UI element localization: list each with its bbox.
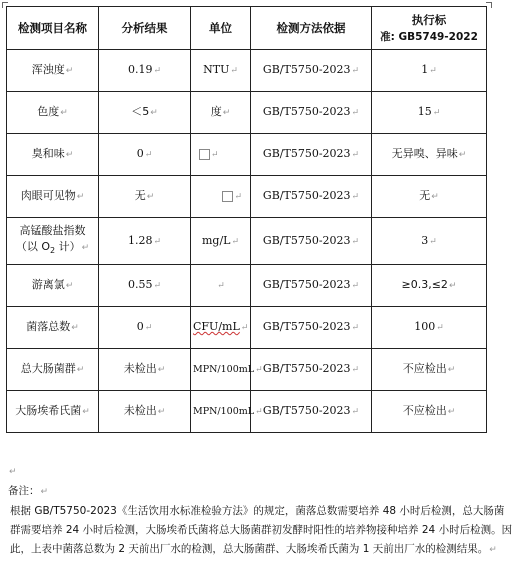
cell-unit: MPN/100mL↵ [191, 391, 251, 433]
cell-method: GB/T5750-2023↵ [251, 50, 372, 92]
cell-method: GB/T5750-2023↵ [251, 218, 372, 265]
cell-item: 浑浊度↵ [7, 50, 99, 92]
table-header-row [7, 7, 487, 50]
cell-unit: ↵ [191, 176, 251, 218]
cell-item: 高锰酸盐指数 （以 $O_2$ 计）↵ [7, 218, 99, 265]
cell-limit: 不应检出↵ [372, 391, 487, 433]
table-row [7, 176, 487, 218]
cell-limit: ≥0.3,≤2↵ [372, 265, 487, 307]
table-row [7, 391, 487, 433]
water-quality-table [6, 6, 487, 433]
cell-unit: NTU↵ [191, 50, 251, 92]
cell-result: 未检出↵ [99, 349, 191, 391]
cell-unit: mg/L↵ [191, 218, 251, 265]
cell-result: ＜5↵ [99, 92, 191, 134]
placeholder-box-icon [222, 191, 233, 202]
table-row [7, 218, 487, 265]
cell-limit: 不应检出↵ [372, 349, 487, 391]
cell-method: GB/T5750-2023↵ [251, 349, 372, 391]
header-result: 分析结果 [99, 7, 191, 50]
notes-body: 根据 GB/T5750-2023《生活饮用水标准检验方法》的规定，菌落总数需要培养 48 小时后检测，总大肠菌群需要培养 24 小时后检测，大肠埃希氏菌将总大肠菌群初发酵时阳性的培养物接种培养 24 小时后检测。因此，上表中菌落总数为 2 天前出厂水的检测，总大肠菌群、大肠埃希氏菌为 1 天前出厂水的检测结果。↵ [10, 505, 513, 555]
header-method: 检测方法依据 [251, 7, 372, 50]
cell-result: 无↵ [99, 176, 191, 218]
cell-result: 0↵ [99, 307, 191, 349]
cell-method: GB/T5750-2023↵ [251, 265, 372, 307]
cell-item: 色度↵ [7, 92, 99, 134]
cell-method: GB/T5750-2023↵ [251, 176, 372, 218]
cell-limit: 3↵ [372, 218, 487, 265]
cell-item: 肉眼可见物↵ [7, 176, 99, 218]
cell-result: 0.19↵ [99, 50, 191, 92]
table-row [7, 134, 487, 176]
cell-method: GB/T5750-2023↵ [251, 92, 372, 134]
cell-unit: ↵ [191, 134, 251, 176]
table-row [7, 92, 487, 134]
table-row [7, 50, 487, 92]
cell-result: 1.28↵ [99, 218, 191, 265]
cell-limit: 无异嗅、异味↵ [372, 134, 487, 176]
cell-unit: ↵ [191, 265, 251, 307]
cell-result: 0↵ [99, 134, 191, 176]
header-unit: 单位 [191, 7, 251, 50]
cell-result: 未检出↵ [99, 391, 191, 433]
placeholder-box-icon [199, 149, 210, 160]
cell-item: 大肠埃希氏菌↵ [7, 391, 99, 433]
cell-item: 总大肠菌群↵ [7, 349, 99, 391]
table-row [7, 349, 487, 391]
notes-empty-line: ↵ [9, 467, 17, 477]
notes-title: 备注：↵ [8, 485, 49, 497]
cell-unit: 度↵ [191, 92, 251, 134]
cell-method: GB/T5750-2023↵ [251, 391, 372, 433]
cell-item: 菌落总数↵ [7, 307, 99, 349]
cell-method: GB/T5750-2023↵ [251, 307, 372, 349]
cell-unit: MPN/100mL↵ [191, 349, 251, 391]
cell-item: 游离氯↵ [7, 265, 99, 307]
cell-method: GB/T5750-2023↵ [251, 134, 372, 176]
cell-limit: 100↵ [372, 307, 487, 349]
table-row [7, 307, 487, 349]
cell-limit: 15↵ [372, 92, 487, 134]
notes-section [8, 462, 513, 560]
header-standard: 执行标 准: GB5749-2022 [372, 7, 487, 50]
cell-unit: CFU/mL↵ [191, 307, 251, 349]
table-row [7, 265, 487, 307]
cell-limit: 1↵ [372, 50, 487, 92]
cell-item: 臭和味↵ [7, 134, 99, 176]
cell-limit: 无↵ [372, 176, 487, 218]
header-item: 检测项目名称 [7, 7, 99, 50]
cell-result: 0.55↵ [99, 265, 191, 307]
